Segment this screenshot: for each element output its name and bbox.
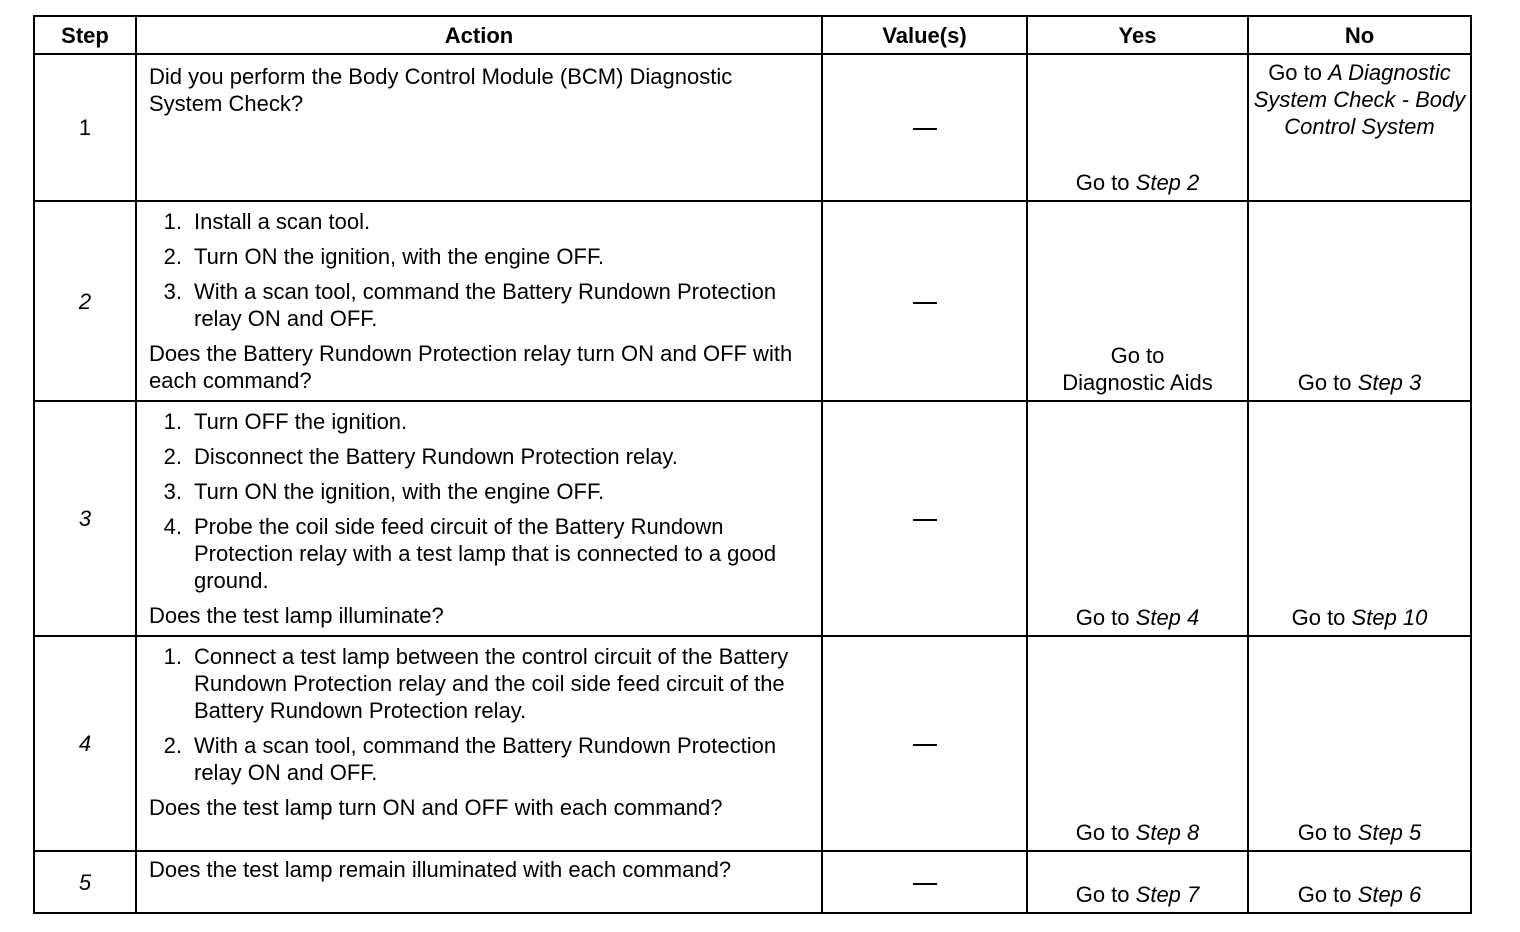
yes-target-link[interactable]: Step 4: [1135, 605, 1200, 630]
yes-cell: [1027, 201, 1248, 401]
table-row: [34, 636, 1471, 851]
step-number: 5: [34, 851, 136, 913]
no-cell: [1248, 636, 1471, 851]
step-number: 1: [34, 54, 136, 201]
yes-cell: [1027, 54, 1248, 201]
table-row: [34, 54, 1471, 201]
table-row: [34, 851, 1471, 913]
list-item: 3. With a scan tool, command the Battery Rundown Protection relay ON and OFF.: [163, 279, 777, 331]
value-cell: [822, 54, 1027, 201]
value-cell: [822, 401, 1027, 636]
list-item: 2. Disconnect the Battery Rundown Protection relay.: [163, 444, 678, 469]
list-item: 4. Probe the coil side feed circuit of the Battery Rundown Protection relay with a test lamp that is connected to a good ground.: [163, 514, 777, 593]
yes-cell: [1027, 851, 1248, 913]
step-number: 3: [34, 401, 136, 636]
header-step: Step: [34, 16, 136, 54]
action-question: Does the test lamp turn ON and OFF with each command?: [149, 795, 723, 820]
list-item: 1. Install a scan tool.: [163, 209, 371, 234]
value-dash: [913, 128, 937, 130]
value-dash: [913, 744, 937, 746]
action-cell: [136, 636, 822, 851]
no-target-link[interactable]: Step 10: [1351, 605, 1428, 630]
action-question: Does the Battery Rundown Protection relay turn ON and OFF with each command?: [149, 341, 793, 393]
no-cell: [1248, 851, 1471, 913]
yes-target-link[interactable]: Step 7: [1135, 882, 1200, 907]
yes-target-link[interactable]: Step 8: [1135, 820, 1200, 845]
value-dash: [913, 883, 937, 885]
value-dash: [913, 519, 937, 521]
action-cell: [136, 201, 822, 401]
list-item: 3. Turn ON the ignition, with the engine OFF.: [163, 479, 605, 504]
list-item: 1. Connect a test lamp between the control circuit of the Battery Rundown Protection relay and the coil side feed circuit of the Battery Rundown Protection relay.: [163, 644, 789, 723]
no-prefix: Go to: [1297, 820, 1352, 845]
no-prefix: Go to: [1297, 370, 1352, 395]
no-target-link[interactable]: Step 6: [1357, 882, 1422, 907]
no-prefix: Go to: [1268, 60, 1322, 85]
diagnostic-table: [33, 15, 1472, 914]
table-row: [34, 201, 1471, 401]
no-target-link[interactable]: A Diagnostic System Check - Body Control System: [1253, 60, 1466, 139]
value-cell: [822, 636, 1027, 851]
yes-prefix: Go to: [1110, 343, 1165, 368]
list-item: 2. With a scan tool, command the Battery Rundown Protection relay ON and OFF.: [163, 733, 777, 785]
yes-target-link[interactable]: Diagnostic Aids: [1062, 370, 1213, 395]
no-cell: [1248, 201, 1471, 401]
header-values: Value(s): [822, 16, 1027, 54]
table-row: [34, 401, 1471, 636]
yes-cell: [1027, 401, 1248, 636]
yes-prefix: Go to: [1075, 605, 1130, 630]
no-cell: [1248, 54, 1471, 201]
action-cell: [136, 401, 822, 636]
no-prefix: Go to: [1291, 605, 1346, 630]
value-cell: [822, 201, 1027, 401]
step-number: 4: [34, 636, 136, 851]
no-target-link[interactable]: Step 5: [1357, 820, 1422, 845]
action-question: Did you perform the Body Control Module (BCM) Diagnostic System Check?: [149, 64, 733, 116]
yes-prefix: Go to: [1075, 820, 1130, 845]
value-cell: [822, 851, 1027, 913]
header-yes: Yes: [1027, 16, 1248, 54]
header-no: No: [1248, 16, 1471, 54]
yes-cell: [1027, 636, 1248, 851]
step-number: 2: [34, 201, 136, 401]
list-item: 1. Turn OFF the ignition.: [163, 409, 408, 434]
header-row: [34, 16, 1471, 54]
header-action: Action: [136, 16, 822, 54]
list-item: 2. Turn ON the ignition, with the engine OFF.: [163, 244, 605, 269]
action-question: Does the test lamp illuminate?: [149, 603, 444, 628]
yes-target-link[interactable]: Step 2: [1135, 170, 1200, 195]
value-dash: [913, 302, 937, 304]
yes-prefix: Go to: [1075, 170, 1130, 195]
action-question: Does the test lamp remain illuminated with each command?: [149, 857, 732, 882]
no-target-link[interactable]: Step 3: [1357, 370, 1422, 395]
action-steps-list: [149, 408, 809, 594]
no-prefix: Go to: [1297, 882, 1352, 907]
action-steps-list: [149, 208, 809, 332]
yes-prefix: Go to: [1075, 882, 1130, 907]
no-cell: [1248, 401, 1471, 636]
action-cell: [136, 851, 822, 913]
action-cell: [136, 54, 822, 201]
action-steps-list: [149, 643, 809, 786]
